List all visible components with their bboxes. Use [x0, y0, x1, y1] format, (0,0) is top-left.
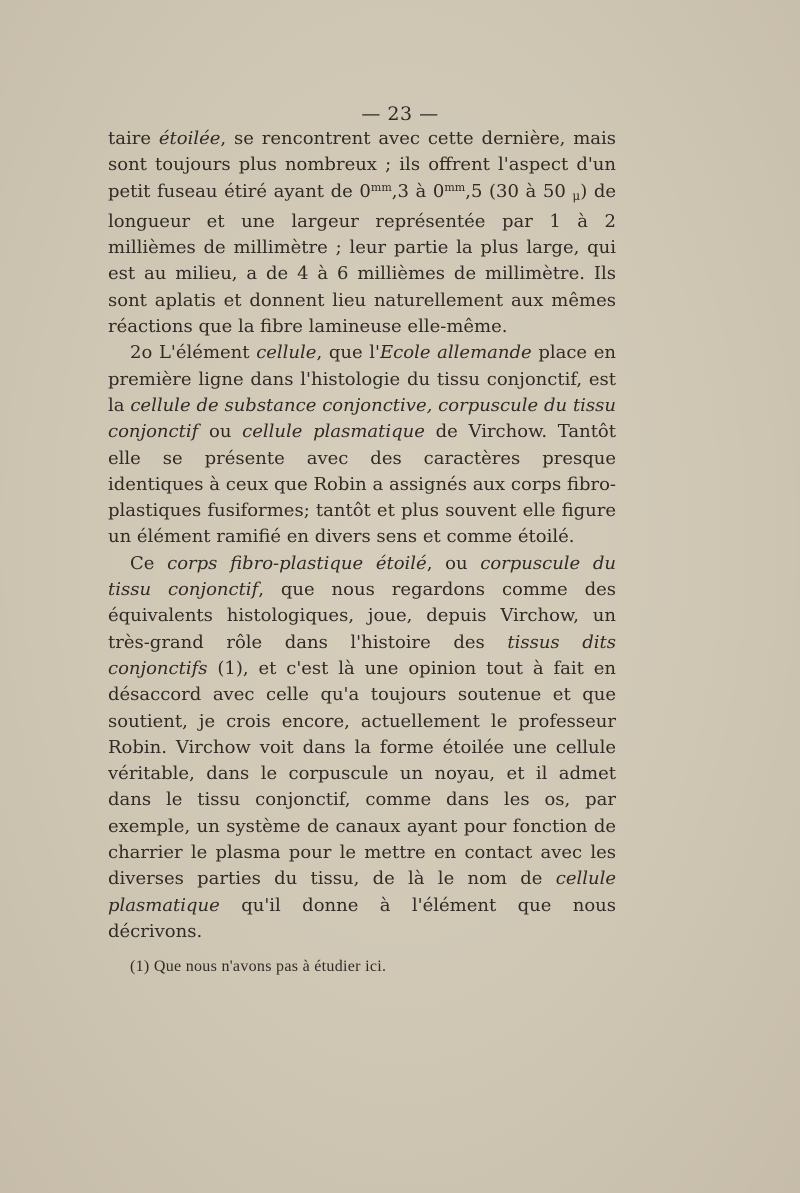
italic-term: cellule [256, 342, 317, 364]
footnote: (1) Que nous n'avons pas à étudier ici. [130, 958, 387, 975]
italic-term: cellule plasmatique [242, 421, 425, 443]
text-run: ou [198, 421, 243, 443]
paragraph-1 [108, 126, 616, 340]
text-run: de Virchow. Tantôt elle se présente avec des caractères presque identiques à ceux que Robin a assignés aux corps fibro-plastiques fusiformes; tantôt et plus souvent elle figure un élément ramifié en divers sens et comme étoilé. [108, 421, 617, 548]
italic-term: cellule plasmatique [108, 868, 616, 916]
text-run: Ce [130, 552, 168, 574]
text-run: ,3 à 0 [391, 180, 445, 202]
italic-term: corps fibro-plastique étoilé [167, 552, 427, 574]
text-run: place en première ligne dans l'histologie du tissu conjonctif, est la [108, 342, 617, 416]
micron-symbol: μ [572, 188, 581, 203]
text-run: 2o L'élément [130, 342, 257, 364]
text-run: ,5 (30 à 50 [465, 180, 573, 202]
text-run: , ou [426, 552, 481, 574]
italic-term: corpuscule du tissu conjonctif [108, 552, 616, 601]
italic-term: tissus dits conjonctifs [108, 631, 616, 679]
text-run: , que l' [316, 342, 381, 364]
text-run: , que nous regardons comme des équivalents histologiques, joue, depuis Virchow, un très-grand rôle dans l'histoire des [108, 579, 616, 653]
text-run: , se rencontrent avec cette dernière, mais sont toujours plus nombreux ; ils offrent l'aspect d'un petit fuseau étiré ayant de 0 [108, 128, 616, 202]
text-run: qu'il donne à l'élément que nous décrivons. [108, 894, 616, 942]
italic-term: étoilée [158, 128, 221, 149]
body-text [108, 126, 616, 945]
unit-superscript: mm [444, 180, 466, 194]
italic-term: Ecole allemande [380, 342, 532, 364]
unit-superscript: mm [370, 180, 392, 194]
paragraph-3 [108, 551, 616, 945]
text-run: (1), et c'est là une opinion tout à fait en désaccord avec celle qu'a toujours soutenue et que soutient, je crois encore, actuellement le professeur Robin. Virchow voit dans la forme étoilée une cellule véritable, dans le corpuscule un noyau, et il admet dans le tissu conjonctif, comme dans les os, par exemple, un système de canaux ayant pour fonction de charrier le plasma pour le mettre en contact avec les diverses parties du tissu, de là le nom de [108, 657, 616, 890]
page-number: — 23 — [361, 103, 439, 125]
text-run: ) de longueur et une largeur représentée par 1 à 2 millièmes de millimètre ; leur partie la plus large, qui est au milieu, a de 4 à 6 millièmes de millimètre. Ils sont aplatis et donnent lieu naturellement aux mêmes réactions que la fibre lamineuse elle-même. [108, 180, 617, 338]
italic-term: cellule de substance conjonctive, corpuscule du tissu conjonctif [108, 394, 616, 443]
text-run: taire [108, 128, 159, 149]
paragraph-2 [108, 340, 616, 550]
